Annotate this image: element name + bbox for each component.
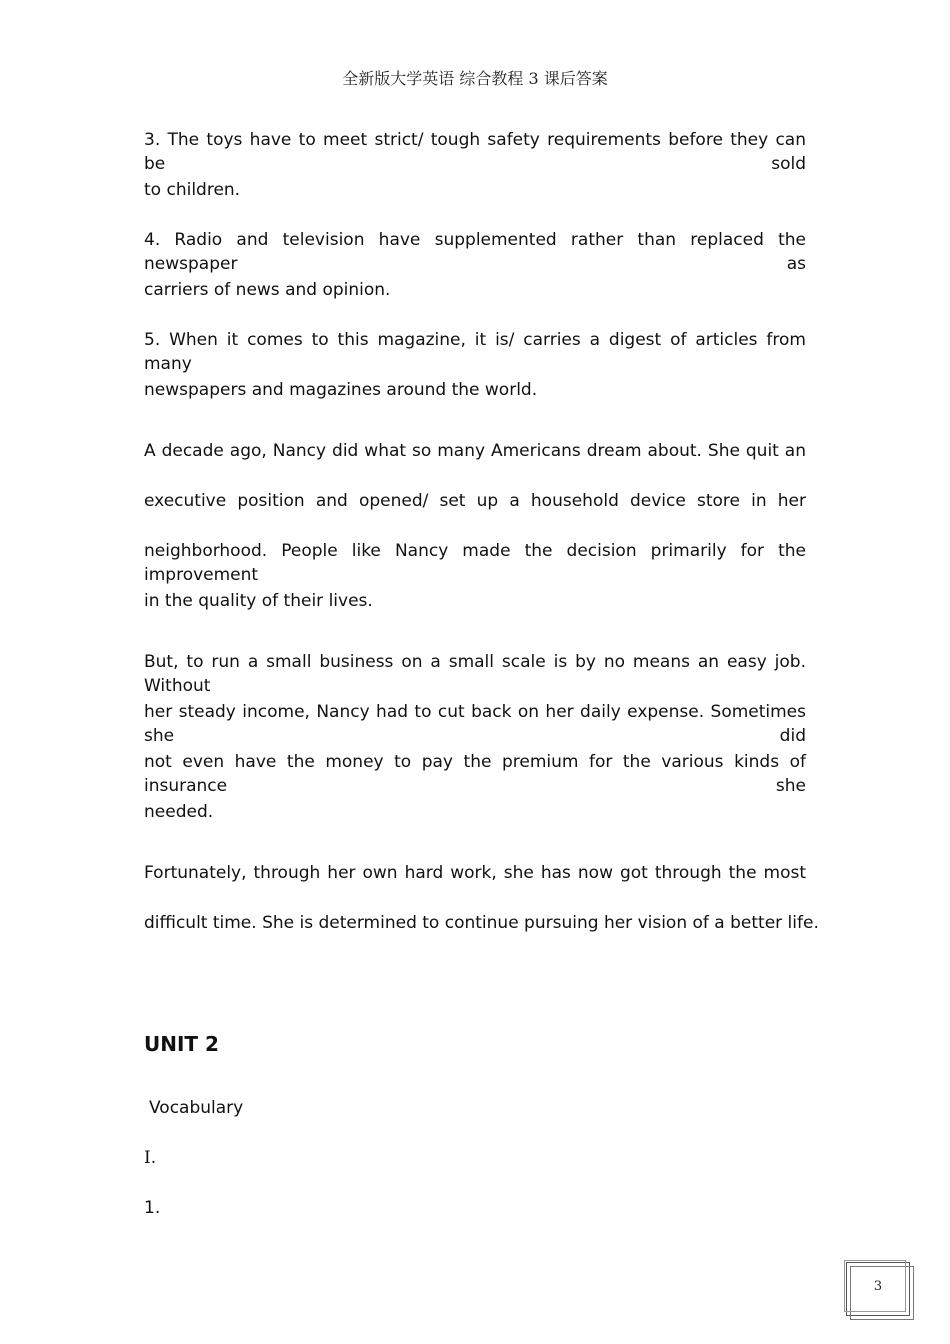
text-line: executive position and opened/ set up a household device store in her [144,491,806,511]
text-line: to children. [144,180,241,200]
page-header: 全新版大学英语 综合教程 3 课后答案 [342,69,608,88]
page-number: 3 [873,1279,883,1294]
text-line: needed. [144,802,214,822]
page-number-box [846,1262,910,1316]
section-label: Vocabulary [149,1098,244,1118]
text-line: in the quality of their lives. [144,591,373,611]
text-line: not even have the money to pay the premium for the various kinds of insurance she [144,752,806,796]
text-line: A decade ago, Nancy did what so many Americans dream about. She quit an [144,441,806,461]
text-line: Fortunately, through her own hard work, she has now got through the most [144,863,806,883]
text-line: 4. Radio and television have supplemented rather than replaced the newspaper as [144,230,806,274]
text-line: carriers of news and opinion. [144,280,391,300]
text-line: newspapers and magazines around the world. [144,380,538,400]
text-line: her steady income, Nancy had to cut back on her daily expense. Sometimes she did [144,702,806,746]
text-line: 3. The toys have to meet strict/ tough safety requirements before they can be sold [144,130,806,174]
text-line: neighborhood. People like Nancy made the decision primarily for the improvement [144,541,806,585]
text-line: difficult time. She is determined to continue pursuing her vision of a better life. [144,913,819,933]
text-line: But, to run a small business on a small scale is by no means an easy job. Without [144,652,806,696]
unit-heading: UNIT 2 [144,1032,219,1056]
text-line: 5. When it comes to this magazine, it is/ carries a digest of articles from many [144,330,806,374]
part-label: I. [144,1148,157,1168]
item-number: 1. [144,1198,161,1218]
